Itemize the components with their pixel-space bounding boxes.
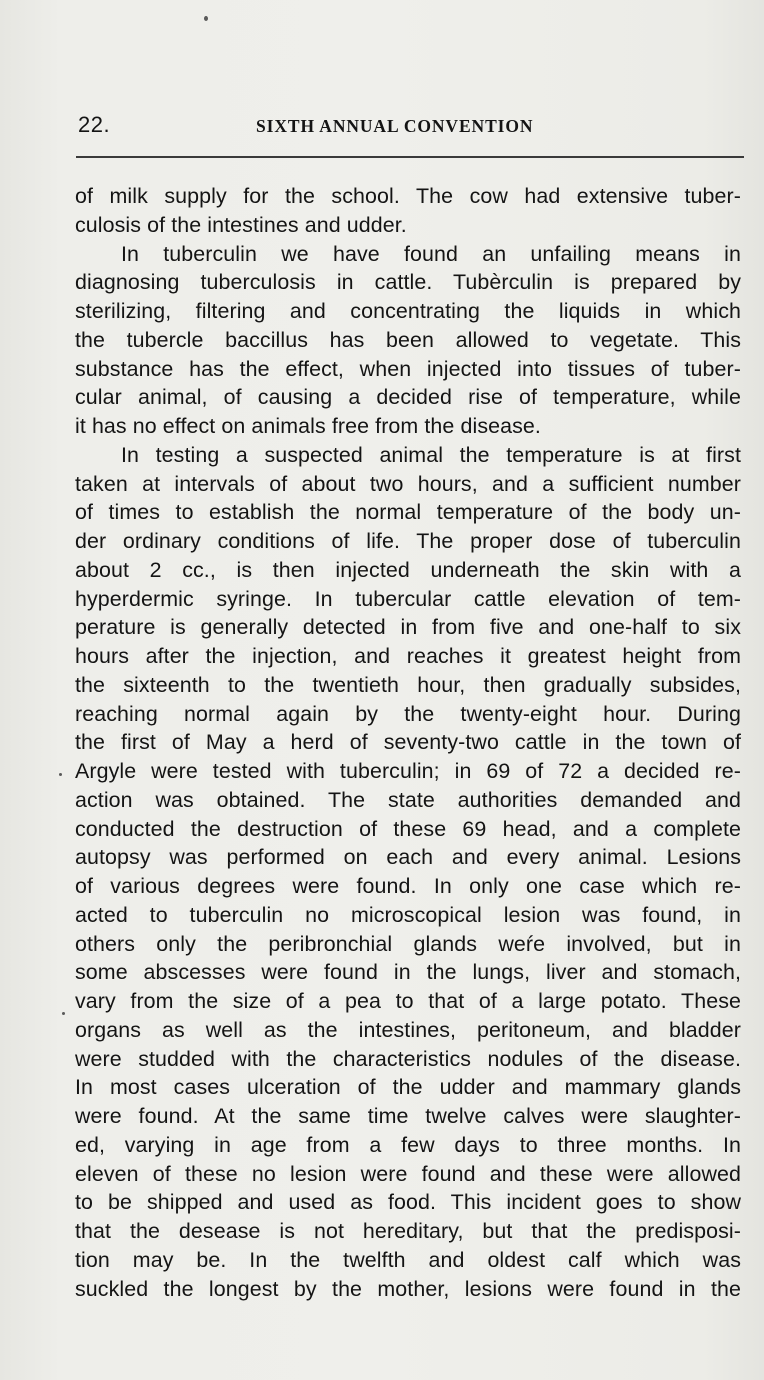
ink-speck xyxy=(59,773,62,776)
text-line: organs as well as the intestines, peritoneum, and bladder xyxy=(75,1017,741,1042)
text-line: tion may be. In the twelfth and oldest calf which was xyxy=(75,1247,741,1272)
text-line: conducted the destruction of these 69 head, and a complete xyxy=(75,816,741,841)
text-line: of various degrees were found. In only one case which re- xyxy=(75,874,741,898)
text-line: In most cases ulceration of the udder and mammary glands xyxy=(75,1075,741,1100)
text-line: vary from the size of a pea to that of a large potato. These xyxy=(75,989,741,1013)
text-line: hyperdermic syringe. In tubercular cattle elevation of tem- xyxy=(75,586,741,611)
ink-speck xyxy=(62,1012,65,1015)
page-number: 22. xyxy=(78,112,111,137)
text-line: it has no effect on animals free from the disease. xyxy=(75,414,541,438)
text-line: sterilizing, filtering and concentrating the liquids in which xyxy=(75,299,741,323)
text-line: autopsy was performed on each and every animal. Lesions xyxy=(75,845,741,870)
text-line: the first of May a herd of seventy-two cattle in the town of xyxy=(75,730,741,755)
text-line: taken at intervals of about two hours, and a sufficient number xyxy=(75,471,741,496)
header-rule xyxy=(76,156,744,158)
text-line: about 2 cc., is then injected underneath the skin with a xyxy=(75,557,741,582)
ink-speck xyxy=(204,16,208,21)
text-line: action was obtained. The state authorities demanded and xyxy=(75,787,741,812)
text-line: der ordinary conditions of life. The proper dose of tuberculin xyxy=(75,529,741,553)
text-line: were studded with the characteristics nodules of the disease. xyxy=(75,1046,741,1071)
text-line: diagnosing tuberculosis in cattle. Tubèrculin is prepared by xyxy=(75,270,741,295)
text-line: suckled the longest by the mother, lesions were found in the xyxy=(75,1276,741,1301)
text-line: acted to tuberculin no microscopical lesion was found, in xyxy=(75,902,741,927)
running-head: SIXTH ANNUAL CONVENTION xyxy=(256,116,534,136)
text-line: perature is generally detected in from five and one-half to six xyxy=(75,615,741,640)
text-line: cular animal, of causing a decided rise of temperature, while xyxy=(75,385,741,410)
text-line: of milk supply for the school. The cow had extensive tuber- xyxy=(75,184,741,208)
text-line: eleven of these no lesion were found and these were allowed xyxy=(75,1161,741,1186)
text-line: the sixteenth to the twentieth hour, then gradually subsides, xyxy=(75,672,741,697)
text-line: ed, varying in age from a few days to three months. In xyxy=(75,1132,741,1157)
text-line: to be shipped and used as food. This incident goes to show xyxy=(75,1190,741,1215)
page-header xyxy=(78,108,744,144)
text-line: that the desease is not hereditary, but that the predisposi- xyxy=(75,1219,741,1243)
text-line: were found. At the same time twelve calves were slaughter- xyxy=(75,1104,741,1128)
text-line: reaching normal again by the twenty-eight hour. During xyxy=(75,701,741,726)
body-text xyxy=(75,182,741,1303)
text-line: some abscesses were found in the lungs, liver and stomach, xyxy=(75,960,741,985)
text-line: culosis of the intestines and udder. xyxy=(75,212,407,237)
text-line: the tubercle baccillus has been allowed to vegetate. This xyxy=(75,327,741,352)
text-line: hours after the injection, and reaches it greatest height from xyxy=(75,644,741,668)
text-line: others only the peribronchial glands weŕe involved, but in xyxy=(75,931,741,956)
text-line: Argyle were tested with tuberculin; in 69 of 72 a decided re- xyxy=(75,759,741,783)
text-line: of times to establish the normal temperature of the body un- xyxy=(75,500,741,525)
text-line: In testing a suspected animal the temperature is at first xyxy=(121,442,741,467)
text-line: In tuberculin we have found an unfailing means in xyxy=(121,241,741,266)
text-line: substance has the effect, when injected into tissues of tuber- xyxy=(75,356,741,381)
